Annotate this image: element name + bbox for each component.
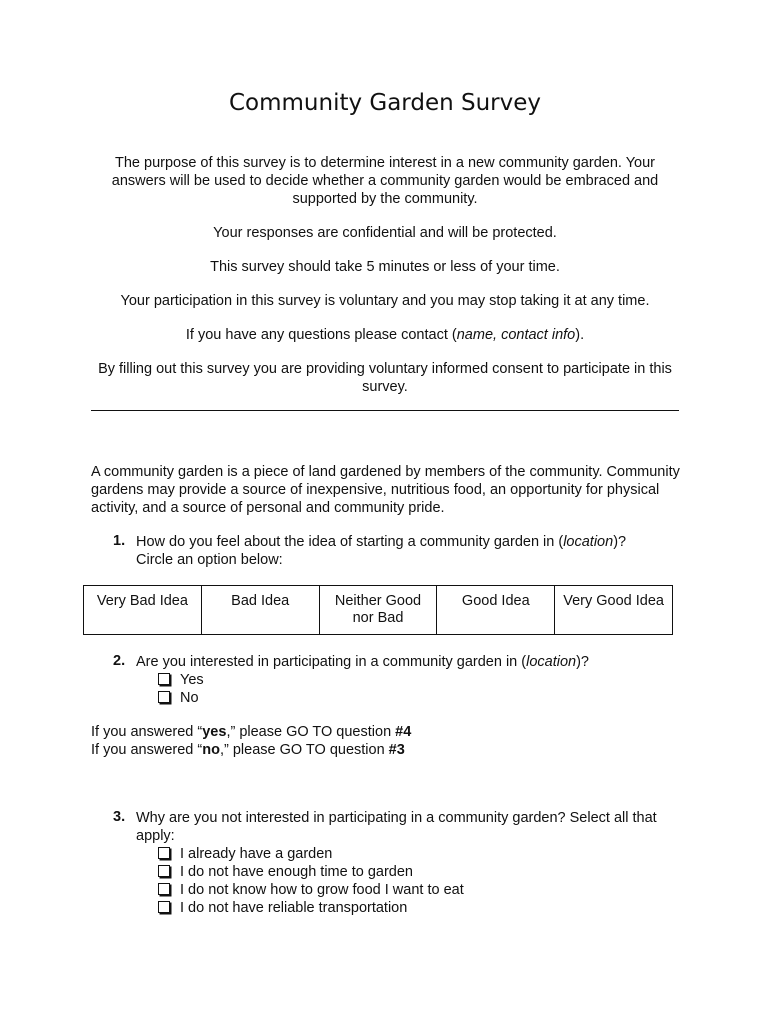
q2-number: 2. (113, 653, 126, 669)
checkbox-icon[interactable] (158, 673, 170, 685)
contact-placeholder: name, contact info (456, 327, 576, 343)
skip-text: If you answered “ (91, 742, 203, 758)
q1-text-prefix: How do you feel about the idea of starting a community garden in ( (136, 534, 564, 550)
q1-option-neutral[interactable]: Neither Good nor Bad (319, 586, 437, 635)
q2-option-label: Yes (180, 672, 204, 688)
skip-instruction-no (91, 741, 405, 759)
q1-instruction: Circle an option below: (136, 552, 283, 568)
q1-number: 1. (113, 533, 126, 549)
q1-option-good[interactable]: Good Idea (437, 586, 555, 635)
q3-option-no-knowledge[interactable] (158, 881, 464, 899)
q3-option-label: I do not know how to grow food I want to eat (180, 882, 464, 898)
intro-contact (92, 326, 678, 344)
q2-text-prefix: Are you interested in participating in a community garden in ( (136, 654, 527, 670)
q3-option-no-transport[interactable] (158, 899, 407, 917)
q2-placeholder: location (526, 654, 577, 670)
intro-purpose: The purpose of this survey is to determine interest in a new community garden. Your answers will be used to decide whether a community garden would be embraced and supported by the community. (111, 155, 659, 207)
skip-answer: yes (202, 724, 227, 740)
q2-option-yes[interactable] (158, 671, 204, 689)
intro-confidential: Your responses are confidential and will be protected. (213, 225, 557, 241)
skip-text: ,” please GO TO question (226, 724, 396, 740)
section-divider (91, 410, 679, 411)
q3-option-label: I do not have reliable transportation (180, 900, 408, 916)
intro-time: This survey should take 5 minutes or less of your time. (210, 259, 560, 275)
contact-suffix: ). (575, 327, 585, 343)
q3-option-label: I do not have enough time to garden (180, 864, 413, 880)
skip-instruction-yes (91, 723, 411, 741)
skip-text: If you answered “ (91, 724, 203, 740)
skip-target: #4 (395, 724, 412, 740)
skip-text: ,” please GO TO question (219, 742, 389, 758)
checkbox-icon[interactable] (158, 883, 170, 895)
q1-option-very-good[interactable]: Very Good Idea (555, 586, 673, 635)
intro-consent: By filling out this survey you are providing voluntary informed consent to participate in this survey. (98, 361, 672, 395)
q2-option-label: No (180, 690, 199, 706)
q2-text (136, 653, 676, 671)
skip-answer: no (202, 742, 220, 758)
contact-prefix: If you have any questions please contact ( (185, 327, 457, 343)
q3-option-no-time[interactable] (158, 863, 413, 881)
checkbox-icon[interactable] (158, 691, 170, 703)
q3-option-label: I already have a garden (180, 846, 333, 862)
q2-text-suffix: )? (576, 654, 589, 670)
q1-rating-scale (83, 585, 673, 635)
q3-text: Why are you not interested in participating in a community garden? Select all that apply: (136, 810, 657, 844)
skip-target: #3 (388, 742, 405, 758)
q1-text-suffix: )? (613, 534, 627, 550)
q3-number: 3. (113, 809, 126, 825)
q1-placeholder: location (563, 534, 614, 550)
checkbox-icon[interactable] (158, 865, 170, 877)
checkbox-icon[interactable] (158, 847, 170, 859)
intro-voluntary: Your participation in this survey is voluntary and you may stop taking it at any time. (120, 293, 650, 309)
checkbox-icon[interactable] (158, 901, 170, 913)
survey-title: Community Garden Survey (228, 90, 542, 116)
q1-option-bad[interactable]: Bad Idea (201, 586, 319, 635)
q2-option-no[interactable] (158, 689, 199, 707)
garden-definition: A community garden is a piece of land gardened by members of the community. Community gardens may provide a source of inexpensive, nutritious food, an opportunity for physical activity, and a source of personal and community pride. (91, 464, 680, 516)
q3-option-have-garden[interactable] (158, 845, 332, 863)
q1-text (136, 533, 676, 569)
q1-option-very-bad[interactable]: Very Bad Idea (84, 586, 202, 635)
